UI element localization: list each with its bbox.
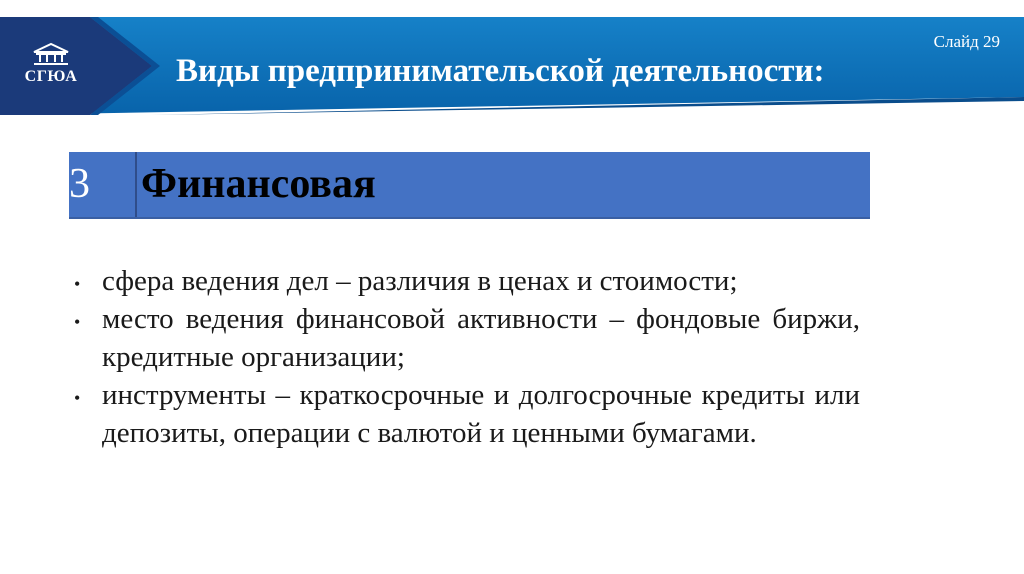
bullet-dot-icon: • <box>74 274 81 294</box>
bullet-item <box>74 300 860 376</box>
slide-title: Виды предпринимательской деятельности: <box>176 53 825 89</box>
bullet-list <box>74 262 860 452</box>
bullet-text: место ведения финансовой активности – фондовые биржи, кредитные организации; <box>102 303 860 373</box>
category-table <box>69 152 870 219</box>
building-icon <box>30 42 72 66</box>
logo-text: СГЮА <box>24 68 78 85</box>
bullet-text: сфера ведения дел – различия в ценах и стоимости; <box>102 265 738 297</box>
category-label: Финансовая <box>141 161 376 207</box>
bullet-item <box>74 262 860 300</box>
category-number: 3 <box>69 152 137 217</box>
bullet-text: инструменты – краткосрочные и долгосрочные кредиты или депозиты, операции с валютой и ценными бумагами. <box>102 379 860 449</box>
bullet-dot-icon: • <box>74 388 81 408</box>
logo <box>12 38 90 96</box>
bullet-item <box>74 376 860 452</box>
slide-number: Слайд 29 <box>933 32 1000 51</box>
bullet-dot-icon: • <box>74 312 81 332</box>
